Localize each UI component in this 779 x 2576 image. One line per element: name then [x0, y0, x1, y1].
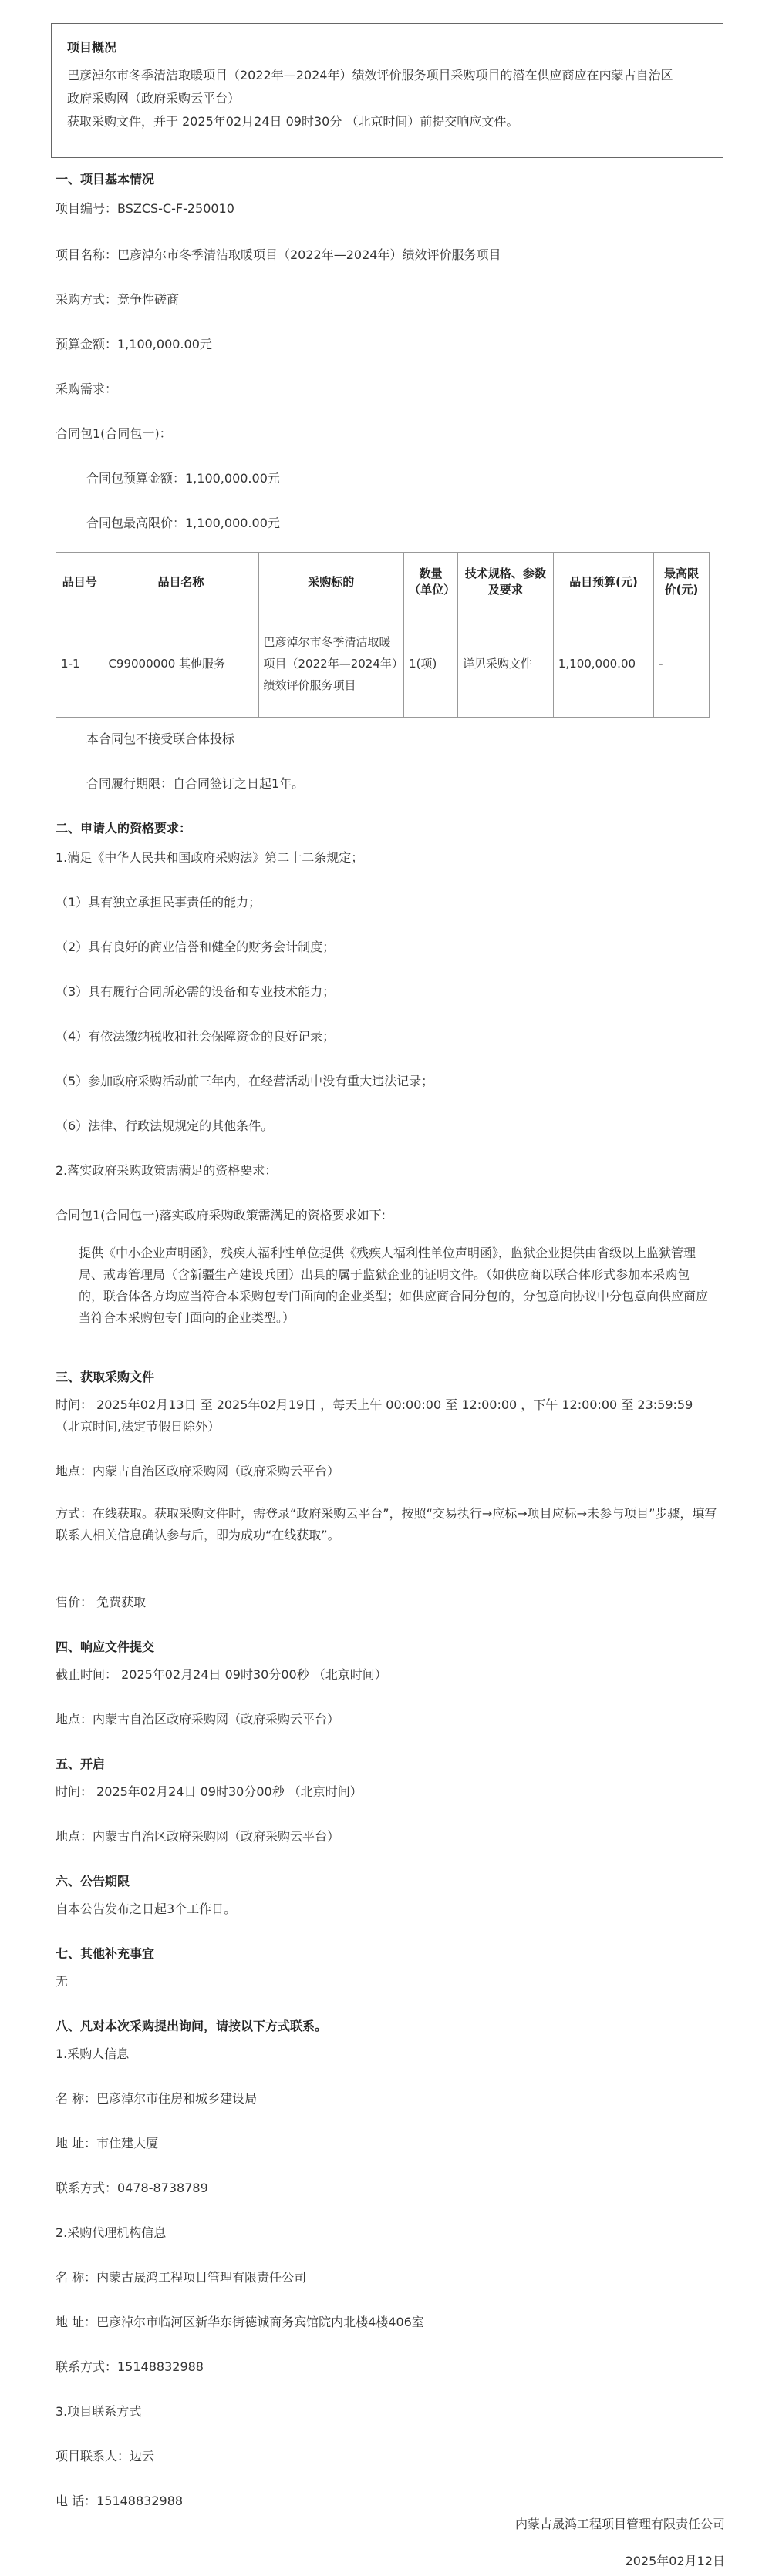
section-7-heading: 七、其他补充事宜 — [56, 1946, 155, 1961]
buyer-name: 名 称：巴彦淖尔市住房和城乡建设局 — [56, 2091, 258, 2106]
section-5-heading: 五、开启 — [56, 1757, 106, 1771]
table-cell: 巴彦淖尔市冬季清洁取暖项目（2022年—2024年）绩效评价服务项目 — [258, 610, 404, 718]
buyer-phone: 联系方式：0478-8738789 — [56, 2181, 208, 2195]
project-contact-person: 项目联系人：边云 — [56, 2449, 155, 2463]
section-2-heading: 二、申请人的资格要求： — [56, 821, 192, 836]
document-place: 地点：内蒙古自治区政府采购网（政府采购云平台） — [56, 1464, 340, 1478]
project-contact-title: 3.项目联系方式 — [56, 2404, 142, 2419]
agent-phone: 联系方式：15148832988 — [56, 2359, 204, 2374]
supplementary-matters: 无 — [56, 1974, 69, 1989]
qualification-item: （6）法律、行政法规规定的其他条件。 — [56, 1118, 274, 1133]
contract-package: 合同包1(合同包一)： — [56, 426, 172, 441]
contract-period: 合同履行期限：自合同签订之日起1年。 — [86, 776, 305, 791]
table-header: 数量（单位） — [404, 553, 458, 610]
table-cell: 1-1 — [56, 610, 103, 718]
section-4-heading: 四、响应文件提交 — [56, 1639, 155, 1654]
no-union-bid: 本合同包不接受联合体投标 — [86, 731, 235, 746]
qualification-intro: 1.满足《中华人民共和国政府采购法》第二十二条规定； — [56, 850, 364, 865]
table-cell: - — [654, 610, 710, 718]
agent-info-title: 2.采购代理机构信息 — [56, 2225, 167, 2240]
items-table-header-row — [56, 553, 710, 610]
qualification-item: （2）具有良好的商业信誉和健全的财务会计制度； — [56, 940, 336, 954]
section-8-heading: 八、凡对本次采购提出询问，请按以下方式联系。 — [56, 2019, 328, 2033]
opening-time: 时间： 2025年02月24日 09时30分00秒 （北京时间） — [56, 1784, 363, 1799]
summary-line-3: 获取采购文件，并于 2025年02月24日 09时30分 （北京时间）前提交响应文件。 — [67, 114, 519, 129]
opening-place: 地点：内蒙古自治区政府采购网（政府采购云平台） — [56, 1829, 340, 1844]
section-3-heading: 三、获取采购文件 — [56, 1370, 155, 1384]
summary-line-1: 巴彦淖尔市冬季清洁取暖项目（2022年—2024年）绩效评价服务项目采购项目的潜在供应商应在内蒙古自治区 — [67, 68, 673, 82]
table-cell: 1,100,000.00 — [553, 610, 653, 718]
table-cell: C99000000 其他服务 — [103, 610, 258, 718]
qualification-item: （1）具有独立承担民事责任的能力； — [56, 895, 261, 910]
qualification-item: （4）有依法缴纳税收和社会保障资金的良好记录； — [56, 1029, 336, 1044]
qualification-item: （5）参加政府采购活动前三年内，在经营活动中没有重大违法记录； — [56, 1074, 434, 1088]
document-time: 时间： 2025年02月13日 至 2025年02月19日 ，每天上午 00:00:00 至 12:00:00 ，下午 12:00:00 至 23:59:59 — [56, 1397, 693, 1412]
summary-line-2: 政府采购网（政府采购云平台） — [67, 91, 241, 106]
buyer-address: 地 址：市住建大厦 — [56, 2136, 159, 2151]
table-header: 品目号 — [56, 553, 103, 610]
submission-place: 地点：内蒙古自治区政府采购网（政府采购云平台） — [56, 1712, 340, 1727]
footer-date: 2025年02月12日 — [625, 2554, 725, 2568]
project-contact-phone: 电 话：15148832988 — [56, 2494, 184, 2508]
table-header: 品目名称 — [103, 553, 258, 610]
section-6-heading: 六、公告期限 — [56, 1874, 130, 1888]
procurement-demand: 采购需求： — [56, 382, 118, 396]
package-max-price: 合同包最高限价：1,100,000.00元 — [86, 516, 280, 530]
package-budget: 合同包预算金额：1,100,000.00元 — [86, 471, 280, 486]
table-header: 品目预算(元) — [553, 553, 653, 610]
agent-name: 名 称：内蒙古晟鸿工程项目管理有限责任公司 — [56, 2270, 307, 2285]
procurement-method: 采购方式：竞争性磋商 — [56, 292, 180, 307]
table-header: 最高限价(元) — [654, 553, 710, 610]
table-cell: 1(项) — [404, 610, 458, 718]
document-method: 方式：在线获取。获取采购文件时，需登录“政府采购云平台”，按照“交易执行→应标→项目应标→未参与项目”步骤，填写联系人相关信息确认参与后，即为成功“在线获取”。 — [56, 1506, 717, 1542]
agent-address: 地 址：巴彦淖尔市临河区新华东街德诚商务宾馆院内北楼4楼406室 — [56, 2315, 424, 2329]
buyer-info-title: 1.采购人信息 — [56, 2046, 130, 2061]
table-header: 技术规格、参数及要求 — [457, 553, 553, 610]
policy-requirements: 2.落实政府采购政策需满足的资格要求： — [56, 1163, 278, 1178]
table-cell: 详见采购文件 — [457, 610, 553, 718]
document-price: 售价： 免费获取 — [56, 1595, 147, 1609]
project-name: 项目名称：巴彦淖尔市冬季清洁取暖项目（2022年—2024年）绩效评价服务项目 — [56, 247, 501, 262]
footer-company: 内蒙古晟鸿工程项目管理有限责任公司 — [514, 2517, 725, 2531]
table-row — [56, 610, 710, 718]
section-1-heading: 一、项目基本情况 — [56, 172, 155, 187]
announcement-period: 自本公告发布之日起3个工作日。 — [56, 1902, 237, 1916]
submission-deadline: 截止时间： 2025年02月24日 09时30分00秒 （北京时间） — [56, 1667, 387, 1682]
budget-amount: 预算金额：1,100,000.00元 — [56, 337, 212, 351]
project-summary-box — [51, 23, 723, 158]
table-header: 采购标的 — [258, 553, 404, 610]
document-time-note: （北京时间,法定节假日除外） — [56, 1419, 221, 1434]
items-table — [56, 552, 710, 718]
summary-title: 项目概况 — [67, 40, 117, 55]
qualification-item: （3）具有履行合同所必需的设备和专业技术能力； — [56, 984, 336, 999]
package-policy-requirements: 合同包1(合同包一)落实政府采购政策需满足的资格要求如下: — [56, 1208, 386, 1222]
policy-detail: 提供《中小企业声明函》，残疾人福利性单位提供《残疾人福利性单位声明函》，监狱企业提供由省级以上监狱管理局、戒毒管理局（含新疆生产建设兵团）出具的属于监狱企业的证明文件。（如供应商以联合体形式参加本采购包的，联合体各方均应当符合本采购包专门面向的企业类型；如供应商合同分包的，分包意向协议中分包意向供应商应当符合本采购包专门面向的企业类型。） — [79, 1246, 709, 1325]
project-number: 项目编号：BSZCS-C-F-250010 — [56, 201, 234, 216]
